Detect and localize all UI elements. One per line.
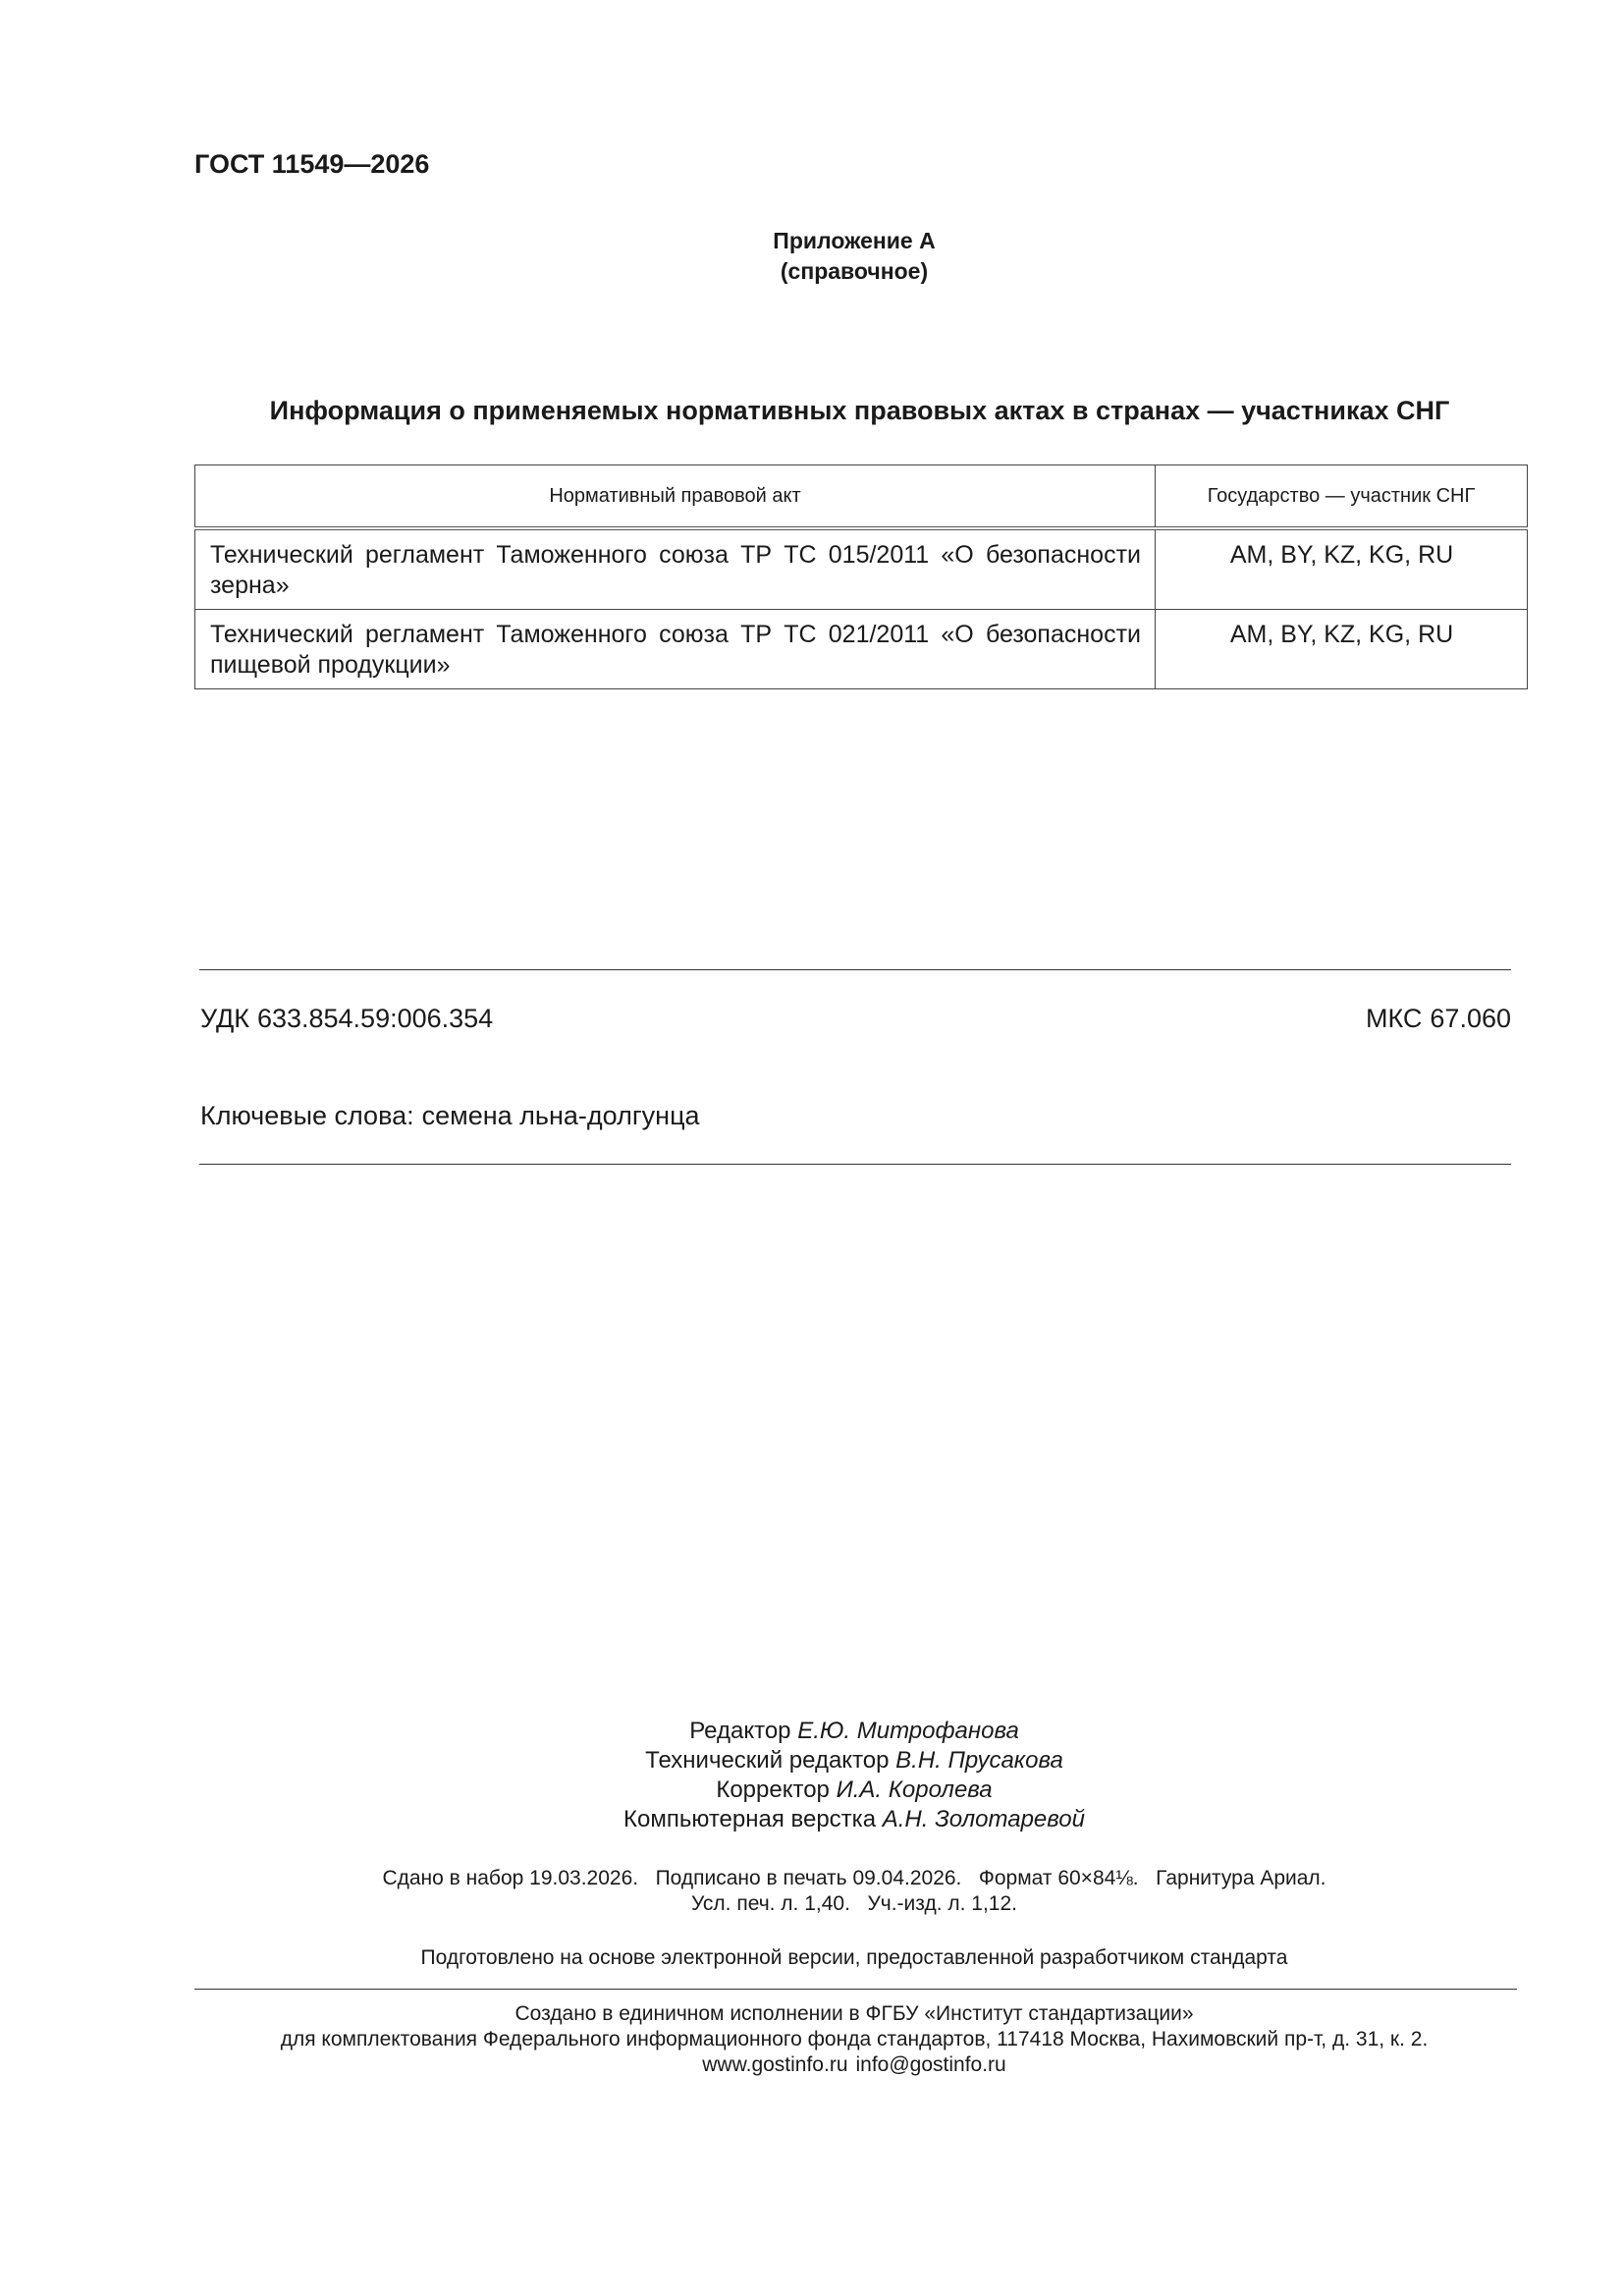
credit-line	[0, 1776, 1623, 1805]
credit-role: Корректор	[716, 1777, 830, 1803]
credit-name: В.Н. Прусакова	[895, 1747, 1063, 1774]
udk-label: УДК	[200, 1004, 249, 1033]
print-info-line: Сдано в набор 19.03.2026. Подписано в печать 09.04.2026. Формат 60×84⅛. Гарнитура Ариал.	[382, 1867, 1326, 1889]
table-row	[195, 610, 1528, 689]
publisher-info	[0, 2001, 1623, 2078]
states-cell: AM, BY, KZ, KG, RU	[1156, 610, 1528, 689]
keywords-value: семена льна-долгунца	[421, 1101, 700, 1130]
credit-role: Компьютерная верстка	[623, 1806, 877, 1832]
credit-line	[0, 1717, 1623, 1746]
credit-name: А.Н. Золотаревой	[882, 1806, 1085, 1832]
publisher-line: Создано в единичном исполнении в ФГБУ «Институт стандартизации»	[514, 2002, 1194, 2025]
website-link[interactable]: www.gostinfo.ru	[702, 2053, 848, 2076]
mks-code	[1366, 1004, 1511, 1034]
act-cell: Технический регламент Таможенного союза ТР ТС 015/2011 «О безопасности зерна»	[195, 528, 1156, 610]
publisher-contacts	[0, 2052, 1623, 2078]
print-info	[0, 1866, 1623, 1917]
keywords	[200, 1101, 700, 1131]
prepared-note: Подготовлено на основе электронной версии, предоставленной разработчиком стандарта	[420, 1946, 1288, 1969]
annex-title: Приложение А	[773, 228, 936, 253]
column-header-act: Нормативный правовой акт	[195, 465, 1156, 529]
legal-acts-table	[194, 465, 1528, 689]
print-info-line: Усл. печ. л. 1,40. Уч.-изд. л. 1,12.	[690, 1892, 1017, 1915]
divider-bottom	[199, 1164, 1511, 1165]
credit-line	[0, 1805, 1623, 1834]
credit-line	[0, 1746, 1623, 1776]
annex-subtitle: (справочное)	[780, 258, 929, 284]
divider-top	[199, 969, 1511, 970]
divider-publisher	[194, 1989, 1517, 1990]
credit-role: Редактор	[689, 1718, 791, 1744]
credits-block	[0, 1717, 1623, 1834]
keywords-label: Ключевые слова:	[200, 1101, 414, 1130]
section-title: Информация о применяемых нормативных правовых актах в странах — участниках СНГ	[269, 396, 1450, 425]
publisher-line: для комплектования Федерального информационного фонда стандартов, 117418 Москва, Нахимовский пр-т, д. 31, к. 2.	[280, 2028, 1429, 2050]
act-cell: Технический регламент Таможенного союза ТР ТС 021/2011 «О безопасности пищевой продукции»	[195, 610, 1156, 689]
credit-role: Технический редактор	[645, 1747, 890, 1774]
mks-value: 67.060	[1430, 1004, 1511, 1033]
udk-code	[200, 1004, 493, 1034]
email-link[interactable]: info@gostinfo.ru	[855, 2053, 1006, 2076]
table-header-row	[195, 465, 1528, 529]
states-cell: AM, BY, KZ, KG, RU	[1156, 528, 1528, 610]
mks-label: МКС	[1365, 1004, 1423, 1033]
credit-name: И.А. Королева	[836, 1777, 993, 1803]
credit-name: Е.Ю. Митрофанова	[797, 1718, 1019, 1744]
udk-value: 633.854.59:006.354	[256, 1004, 494, 1033]
document-code: ГОСТ 11549—2026	[194, 149, 430, 179]
column-header-state: Государство — участник СНГ	[1156, 465, 1528, 529]
table-row	[195, 528, 1528, 610]
